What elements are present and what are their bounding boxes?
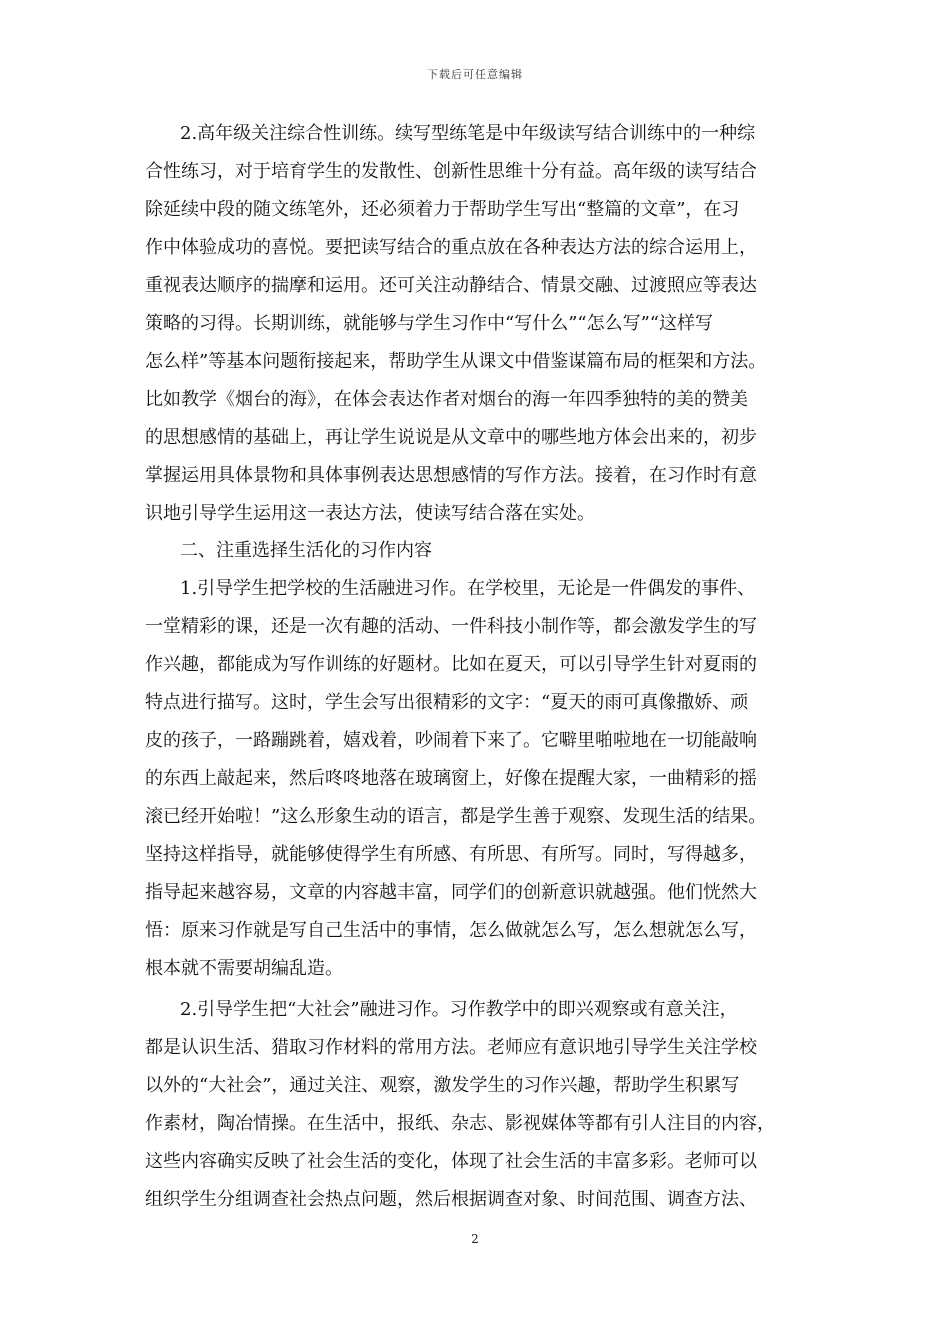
text-line: 指导起来越容易，文章的内容越丰富，同学们的创新意识就越强。他们恍然大 <box>145 882 757 903</box>
text-line: 作兴趣，都能成为写作训练的好题材。比如在夏天，可以引导学生针对夏雨的 <box>145 654 757 675</box>
text-line: 的思想感情的基础上，再让学生说说是从文章中的哪些地方体会出来的，初步 <box>145 427 757 448</box>
text-line: 一堂精彩的课，还是一次有趣的活动、一件科技小制作等，都会激发学生的写 <box>145 616 757 637</box>
text-line: 坚持这样指导，就能够使得学生有所感、有所思、有所写。同时，写得越多， <box>145 844 757 865</box>
text-line: 合性练习，对于培育学生的发散性、创新性思维十分有益。高年级的读写结合 <box>145 161 757 182</box>
page-header: 下载后可任意编辑 <box>427 68 523 81</box>
text-line: 作素材，陶冶情操。在生活中，报纸、杂志、影视媒体等都有引人注目的内容， <box>145 1113 775 1134</box>
text-line: 都是认识生活、猎取习作材料的常用方法。老师应有意识地引导学生关注学校 <box>145 1037 757 1058</box>
text-line: 策略的习得。长期训练，就能够与学生习作中“写什么”“怎么写”“这样写 <box>145 313 714 334</box>
text-line: 特点进行描写。这时，学生会写出很精彩的文字：“夏天的雨可真像撒娇、顽 <box>145 692 749 713</box>
page-number: 2 <box>471 1232 479 1246</box>
text-line: 重视表达顺序的揣摩和运用。还可关注动静结合、情景交融、过渡照应等表达 <box>145 275 757 296</box>
text-line: 组织学生分组调查社会热点问题，然后根据调查对象、时间范围、调查方法、 <box>145 1189 757 1210</box>
text-line: 掌握运用具体景物和具体事例表达思想感情的写作方法。接着，在习作时有意 <box>145 465 757 486</box>
text-line: 作中体验成功的喜悦。要把读写结合的重点放在各种表达方法的综合运用上， <box>145 237 757 258</box>
text-line: 根本就不需要胡编乱造。 <box>145 958 343 979</box>
section-heading: 二、注重选择生活化的习作内容 <box>180 540 432 561</box>
text-line: 这些内容确实反映了社会生活的变化，体现了社会生活的丰富多彩。老师可以 <box>145 1151 757 1172</box>
text-line: 怎么样”等基本问题衔接起来，帮助学生从课文中借鉴谋篇布局的框架和方法。 <box>145 351 767 372</box>
text-line: 的东西上敲起来，然后咚咚地落在玻璃窗上，好像在提醒大家，一曲精彩的摇 <box>145 768 757 789</box>
text-line: 比如教学《烟台的海》，在体会表达作者对烟台的海一年四季独特的美的赞美 <box>145 389 748 410</box>
text-line: 2.高年级关注综合性训练。续写型练笔是中年级读写结合训练中的一种综 <box>180 123 756 144</box>
text-line: 1.引导学生把学校的生活融进习作。在学校里，无论是一件偶发的事件、 <box>180 578 756 599</box>
text-line: 皮的孩子，一路蹦跳着，嬉戏着，吵闹着下来了。它噼里啪啦地在一切能敲响 <box>145 730 757 751</box>
text-line: 2.引导学生把“大社会”融进习作。习作教学中的即兴观察或有意关注， <box>180 999 738 1020</box>
text-line: 识地引导学生运用这一表达方法，使读写结合落在实处。 <box>145 503 595 524</box>
text-line: 除延续中段的随文练笔外，还必须着力于帮助学生写出“整篇的文章”，在习 <box>145 199 740 220</box>
text-line: 滚已经开始啦！”这么形象生动的语言，都是学生善于观察、发现生活的结果。 <box>145 806 767 827</box>
text-line: 以外的“大社会”，通过关注、观察，激发学生的习作兴趣，帮助学生积累写 <box>145 1075 740 1096</box>
text-line: 悟：原来习作就是写自己生活中的事情，怎么做就怎么写，怎么想就怎么写， <box>145 920 757 941</box>
